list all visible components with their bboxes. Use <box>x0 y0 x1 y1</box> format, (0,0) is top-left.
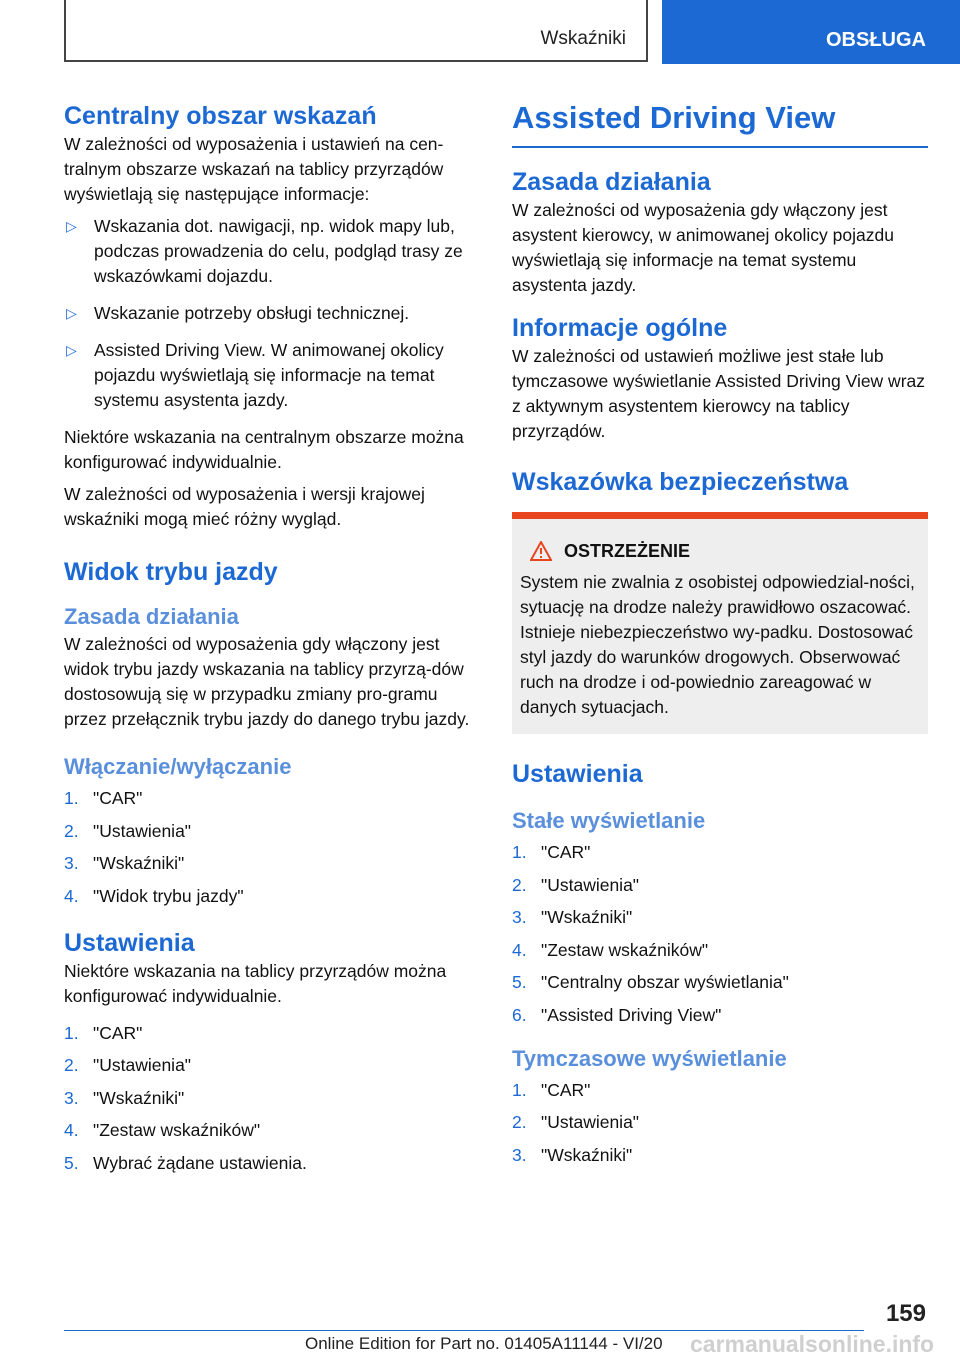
step-item: 4. "Widok trybu jazdy" <box>64 885 244 906</box>
section-title: Wskaźniki <box>540 28 626 49</box>
chapter-tab-label: OBSŁUGA <box>826 29 926 51</box>
step-item: 5. Wybrać żądane ustawienia. <box>64 1152 307 1173</box>
step-item: 6. "Assisted Driving View" <box>512 1004 722 1025</box>
warning-triangle-icon <box>530 541 552 561</box>
heading-temporary-display: Tymczasowe wyświetlanie <box>512 1045 787 1071</box>
watermark: carmanualsonline.info <box>690 1331 935 1357</box>
heading-principle: Zasada działania <box>64 604 239 629</box>
paragraph-principle: W zależności od wyposażenia gdy włączony jest widok trybu jazdy wskazania na tablicy przyrzą-dów dostosowują się w przypadku zmiany pro-gramu przez przełącznik trybu jazdy do danego trybu jazdy. <box>64 634 470 729</box>
paragraph-variant: W zależności od wyposażenia i wersji krajowej wskaźniki mogą mieć różny wygląd. <box>64 484 425 529</box>
step-item: 3. "Wskaźniki" <box>512 1144 633 1165</box>
step-item: 1. "CAR" <box>64 788 143 808</box>
heading-central-area: Centralny obszar wskazań <box>64 102 377 130</box>
step-item: 2. "Ustawienia" <box>512 1112 640 1132</box>
warning-box <box>512 512 928 734</box>
step-item: 5. "Centralny obszar wyświetlania" <box>512 972 789 992</box>
footer-edition: Online Edition for Part no. 01405A11144 - VI/20 <box>305 1334 663 1353</box>
bullet-item: ▷ Wskazanie potrzeby obsługi technicznej. <box>64 301 476 326</box>
step-item: 3. "Wskaźniki" <box>64 1087 185 1108</box>
paragraph-central-area: W zależności od wyposażenia i ustawień na cen-tralnym obszarze wskazań na tablicy przyrządów wyświetlają się następujące informacje: <box>64 134 444 204</box>
paragraph-settings: Niektóre wskazania na tablicy przyrządów można konfigurować indywidualnie. <box>64 960 447 1006</box>
step-item: 1. "CAR" <box>512 1079 591 1100</box>
heading-assisted-driving-view: Assisted Driving View <box>512 100 928 148</box>
warning-text: System nie zwalnia z osobistej odpowiedzial-ności, sytuację na drodze należy prawidłowo oszacować. Istnieje niebezpieczeństwo wy-padku. Dostosować styl jazdy do warunków drogowych. Obserwować ruch na drodze i od-powiednio zareagować w danych sytuacjach. <box>520 572 915 717</box>
right-column <box>512 100 928 1175</box>
heading-safety-note: Wskazówka bezpieczeństwa <box>512 468 849 496</box>
heading-settings: Ustawienia <box>64 928 195 957</box>
paragraph-principle: W zależności od wyposażenia gdy włączony jest asystent kierowcy, w animowanej okolicy pojazdu wyświetlają się informacje na temat systemu asystenta jazdy. <box>512 200 894 295</box>
triangle-bullet-icon: ▷ <box>66 305 77 321</box>
temporary-steps-list <box>512 1078 928 1168</box>
step-item: 4. "Zestaw wskaźników" <box>512 939 709 960</box>
heading-general-info: Informacje ogólne <box>512 314 728 342</box>
paragraph-configurable: Niektóre wskazania na centralnym obszarze można konfigurować indywidualnie. <box>64 427 464 472</box>
step-item: 3. "Wskaźniki" <box>512 907 633 927</box>
heading-permanent-display: Stałe wyświetlanie <box>512 808 706 833</box>
bullet-item: ▷ Assisted Driving View. W animowanej okolicy pojazdu wyświetlają się informacje na temat systemu asystenta jazdy. <box>66 340 444 410</box>
warning-title: OSTRZEŻENIE <box>530 541 920 562</box>
chapter-tab <box>662 0 960 64</box>
step-item: 1. "CAR" <box>64 1022 143 1043</box>
page-number: 159 <box>885 1300 926 1327</box>
heading-on-off: Włączanie/wyłączanie <box>64 754 292 779</box>
triangle-bullet-icon: ▷ <box>66 342 77 358</box>
triangle-bullet-icon: ▷ <box>66 218 77 234</box>
step-item: 3. "Wskaźniki" <box>64 853 185 873</box>
heading-drive-mode-view: Widok trybu jazdy <box>64 558 278 586</box>
permanent-steps-list <box>512 840 928 1028</box>
step-item: 1. "CAR" <box>512 842 591 862</box>
central-area-bullet-list <box>64 214 476 413</box>
step-item: 2. "Ustawienia" <box>64 820 192 841</box>
paragraph-general-info: W zależności od ustawień możliwe jest stałe lub tymczasowe wyświetlanie Assisted Driving View wraz z aktywnym asystentem kierowcy na tablicy przyrządów. <box>512 346 926 441</box>
left-column <box>64 100 476 1183</box>
onoff-steps-list <box>64 786 476 909</box>
heading-principle: Zasada działania <box>512 168 711 196</box>
step-item: 2. "Ustawienia" <box>512 874 640 895</box>
settings-steps-list <box>64 1021 476 1176</box>
heading-settings: Ustawienia <box>512 760 643 788</box>
bullet-item: ▷ Wskazania dot. nawigacji, np. widok mapy lub, podczas prowadzenia do celu, podgląd trasy ze wskazówkami dojazdu. <box>66 216 463 286</box>
step-item: 2. "Ustawienia" <box>64 1055 192 1075</box>
step-item: 4. "Zestaw wskaźników" <box>64 1120 261 1140</box>
header-section-box <box>64 0 648 62</box>
